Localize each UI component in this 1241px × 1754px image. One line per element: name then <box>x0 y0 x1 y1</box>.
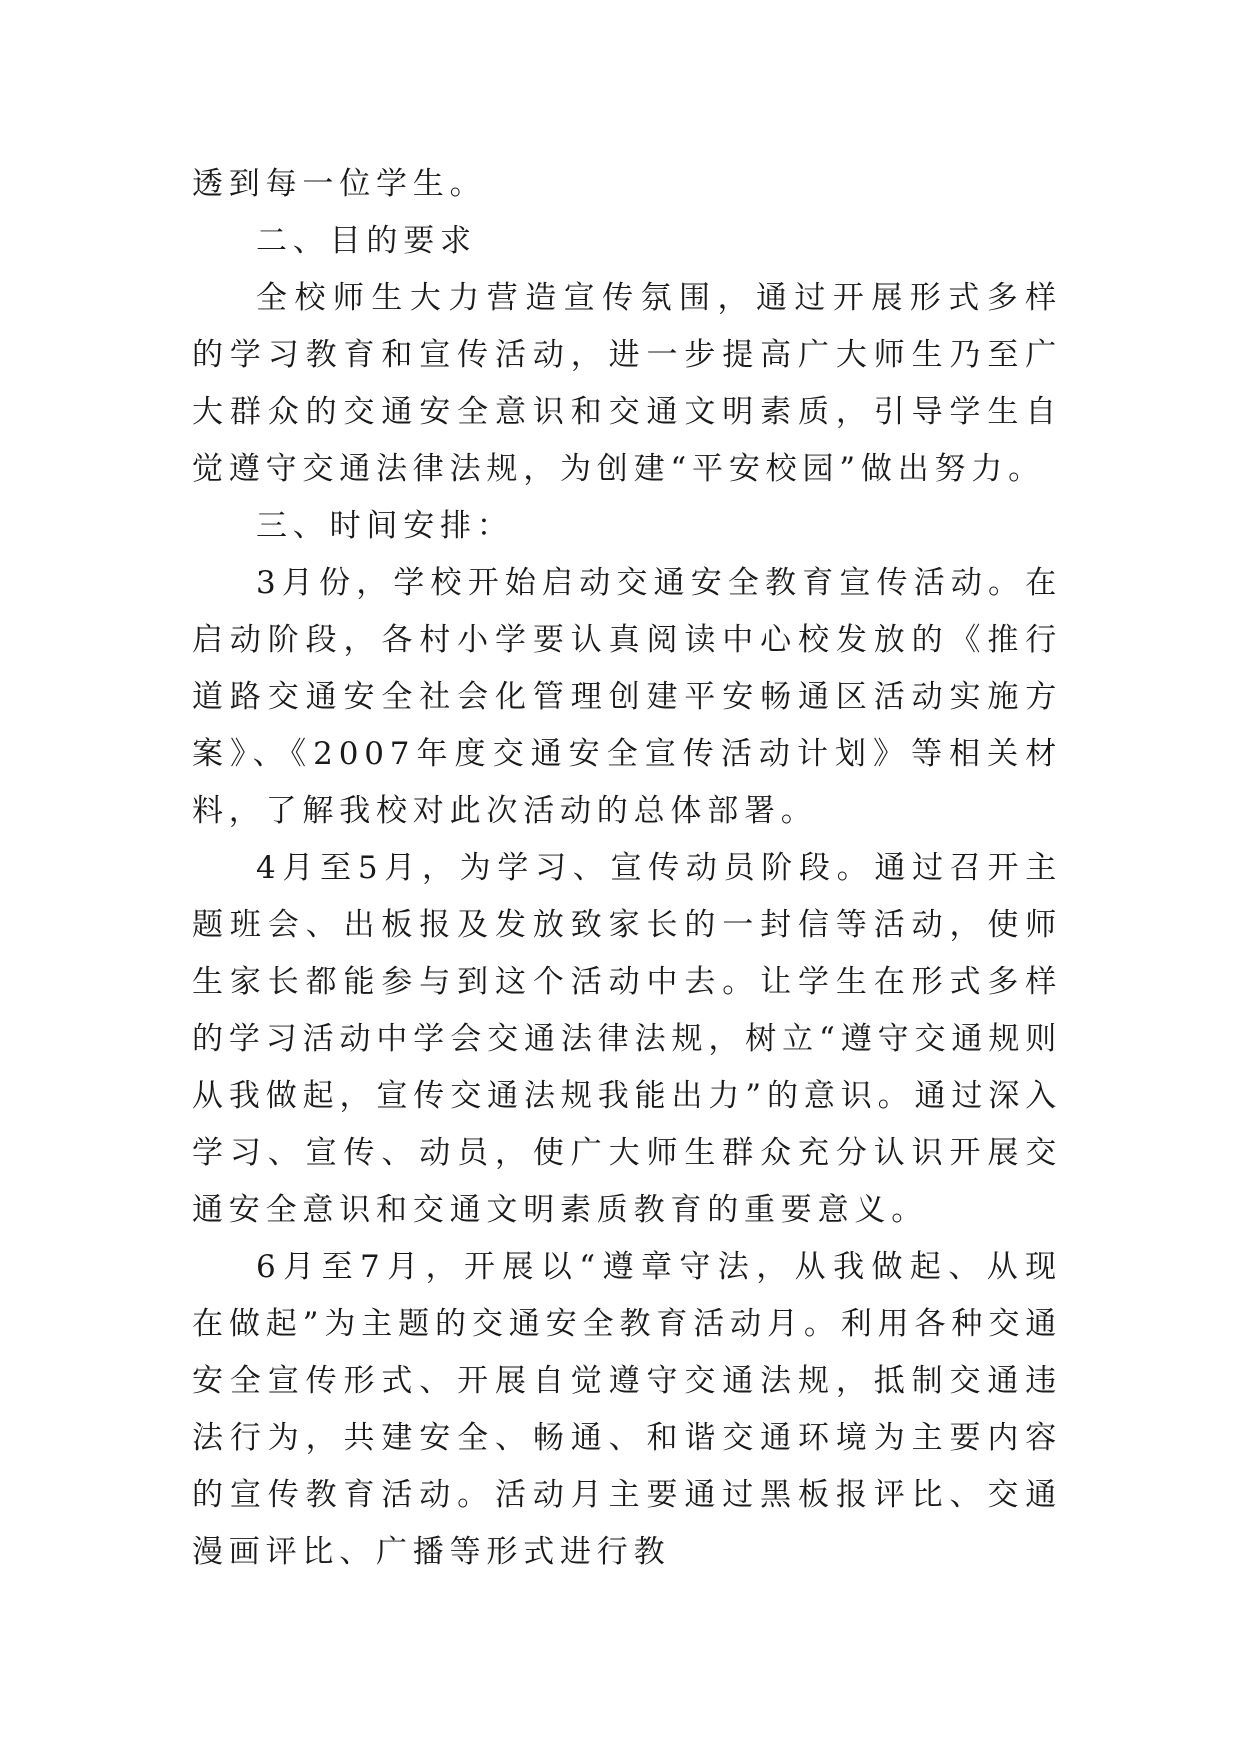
paragraph-objectives: 全校师生大力营造宣传氛围，通过开展形式多样的学习教育和宣传活动，进一步提高广大师生乃至广大群众的交通安全意识和交通文明素质，引导学生自觉遵守交通法律法规，为创建“平安校园”做出努力。 <box>192 280 1062 487</box>
paragraph-april-may: 4月至5月，为学习、宣传动员阶段。通过召开主题班会、出板报及发放致家长的一封信等活动，使师生家长都能参与到这个活动中去。让学生在形式多样的学习活动中学会交通法律法规，树立“遵守交通规则从我做起，宣传交通法规我能出力”的意识。通过深入学习、宣传、动员，使广大师生群众充分认识开展交通安全意识和交通文明素质教育的重要意义。 <box>192 850 1062 1228</box>
section-heading-objectives: 二、目的要求 <box>256 223 477 259</box>
paragraph-continuation: 透到每一位学生。 <box>192 166 487 202</box>
paragraph-june-july: 6月至7月，开展以“遵章守法，从我做起、从现在做起”为主题的交通安全教育活动月。利用各种交通安全宣传形式、开展自觉遵守交通法规，抵制交通违法行为，共建安全、畅通、和谐交通环境为主要内容的宣传教育活动。活动月主要通过黑板报评比、交通漫画评比、广播等形式进行教 <box>192 1249 1062 1570</box>
paragraph-march: 3月份，学校开始启动交通安全教育宣传活动。在启动阶段，各村小学要认真阅读中心校发放的《推行道路交通安全社会化管理创建平安畅通区活动实施方案》、《2007年度交通安全宣传活动计划》等相关材料，了解我校对此次活动的总体部署。 <box>192 565 1062 829</box>
section-heading-schedule: 三、时间安排： <box>256 508 514 544</box>
document-page <box>192 156 1062 1581</box>
